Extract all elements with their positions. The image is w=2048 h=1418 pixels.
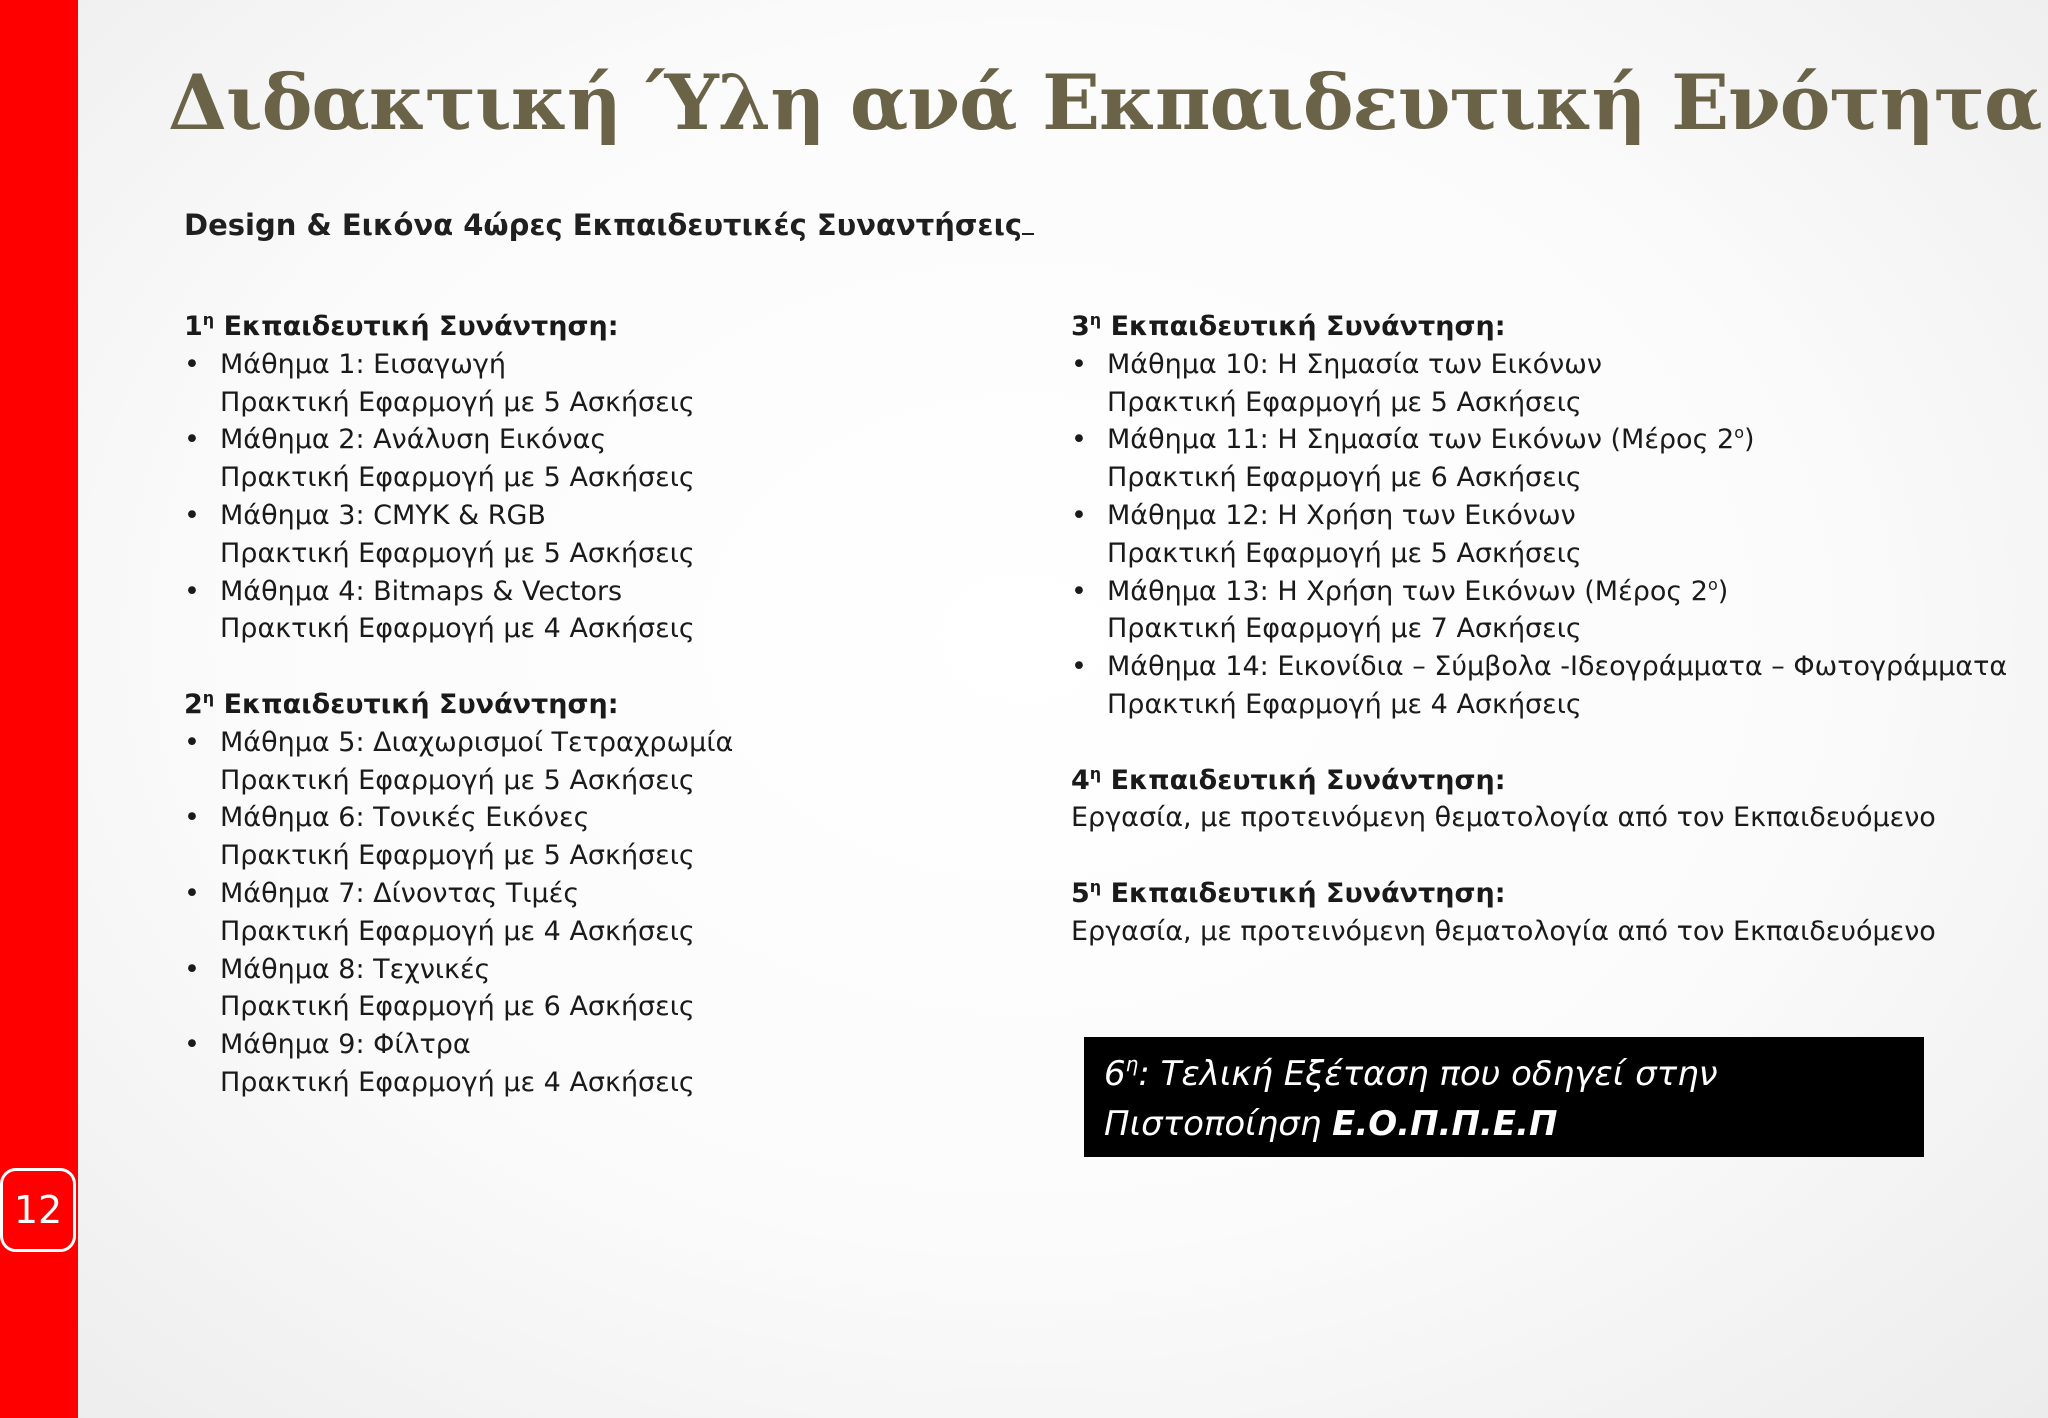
lesson-5-label: Μάθημα 5: Διαχωρισμοί Τετραχρωμία [220,726,734,758]
lesson-9 [184,1026,1044,1064]
lesson-2-label: Μάθημα 2: Ανάλυση Εικόνας [220,424,607,456]
exam-line-2-prefix: Πιστοποίηση [1104,1104,1333,1144]
subtitle-text: Design & Εικόνα 4ώρες Εκπαιδευτικές Συναντήσεις [184,208,1023,242]
lesson-2-practice: Πρακτική Εφαρμογή με 5 Ασκήσεις [220,462,695,494]
spacer [1071,724,2031,762]
exam-line-1 [1104,1049,1904,1099]
exam-line-2 [1104,1099,1904,1149]
lesson-8-label: Μάθημα 8: Τεχνικές [220,953,491,985]
bullet-icon: • [1071,499,1087,531]
bullet-icon: • [184,575,200,607]
bullet-icon: • [1071,575,1087,607]
meeting-2-number: 2 [184,688,203,720]
lesson-7 [184,875,1044,913]
final-exam-box [1084,1037,1924,1157]
meeting-3-title [1071,308,2031,346]
lesson-6-practice: Πρακτική Εφαρμογή με 5 Ασκήσεις [220,840,695,872]
lesson-3 [184,497,1044,535]
lesson-6-label: Μάθημα 6: Τονικές Εικόνες [220,802,590,834]
bullet-icon: • [184,424,200,456]
lesson-12-practice: Πρακτική Εφαρμογή με 5 Ασκήσεις [1107,537,1582,569]
lesson-3-practice: Πρακτική Εφαρμογή με 5 Ασκήσεις [220,537,695,569]
meeting-2-label: Εκπαιδευτική Συνάντηση: [214,688,619,720]
lesson-1-practice: Πρακτική Εφαρμογή με 5 Ασκήσεις [220,386,695,418]
lesson-5-practice: Πρακτική Εφαρμογή με 5 Ασκήσεις [220,764,695,796]
lesson-11-ordinal: ο [1734,423,1744,443]
bullet-icon: • [184,953,200,985]
lesson-13-practice: Πρακτική Εφαρμογή με 7 Ασκήσεις [1107,613,1582,645]
meeting-3-ordinal: η [1089,310,1102,329]
spacer [184,648,1044,686]
lesson-14-label: Μάθημα 14: Εικονίδια – Σύμβολα -Ιδεογράμματα – Φωτογράμματα [1107,651,2008,683]
meeting-5-ordinal: η [1089,876,1102,896]
slide-title: Διδακτική Ύλη ανά Εκπαιδευτική Ενότητα [168,58,2042,147]
meeting-3-label: Εκπαιδευτική Συνάντηση: [1101,311,1506,342]
lesson-7-practice: Πρακτική Εφαρμογή με 4 Ασκήσεις [220,915,695,947]
right-column [1071,308,2031,951]
lesson-14-practice: Πρακτική Εφαρμογή με 4 Ασκήσεις [1107,688,1582,720]
lesson-4 [184,573,1044,611]
lesson-7-label: Μάθημα 7: Δίνοντας Τιμές [220,877,580,909]
bullet-icon: • [1071,424,1087,456]
lesson-13-ordinal: ο [1707,574,1718,594]
meeting-1-label: Εκπαιδευτική Συνάντηση: [214,311,619,342]
meeting-5-text: Εργασία, με προτεινόμενη θεματολογία από τον Εκπαιδευόμενο [1071,915,1936,947]
meeting-3-number: 3 [1071,311,1090,342]
lesson-8 [184,951,1044,989]
meeting-4-number: 4 [1071,764,1090,796]
spacer [1071,837,2031,875]
bullet-icon: • [184,499,200,531]
lesson-1 [184,346,1044,384]
lesson-11 [1071,421,2031,459]
lesson-3-label: Μάθημα 3: CMYK & RGB [220,499,546,531]
lesson-14 [1071,648,2031,686]
lesson-6 [184,799,1044,837]
page-number: 12 [0,1168,76,1252]
lesson-9-practice: Πρακτική Εφαρμογή με 4 Ασκήσεις [220,1066,695,1098]
lesson-11-label: Μάθημα 11: Η Σημασία των Εικόνων (Μέρος 2 [1107,424,1735,456]
bullet-icon: • [184,1029,200,1061]
lesson-4-practice: Πρακτική Εφαρμογή με 4 Ασκήσεις [220,613,695,645]
meeting-2-title [184,686,1044,724]
bullet-icon: • [184,726,200,758]
lesson-8-practice: Πρακτική Εφαρμογή με 6 Ασκήσεις [220,991,695,1023]
exam-ordinal: η [1125,1052,1139,1076]
lesson-13-label: Μάθημα 13: Η Χρήση των Εικόνων (Μέρος 2 [1107,575,1708,607]
slide-subtitle [184,208,1034,242]
meeting-4-ordinal: η [1089,763,1102,783]
lesson-10-label: Μάθημα 10: Η Σημασία των Εικόνων [1107,348,1602,380]
exam-certification-body: Ε.Ο.Π.Π.Ε.Π [1332,1104,1558,1144]
meeting-1-number: 1 [184,311,203,342]
meeting-5-number: 5 [1071,877,1090,909]
subtitle-underscore [1022,209,1034,235]
exam-line-1-text: : Τελική Εξέταση που οδηγεί στην [1138,1054,1718,1094]
meeting-2-ordinal: η [202,687,215,707]
lesson-13 [1071,573,2031,611]
lesson-10-practice: Πρακτική Εφαρμογή με 5 Ασκήσεις [1107,386,1582,418]
meeting-1-ordinal: η [202,310,215,329]
lesson-5 [184,724,1044,762]
meeting-4-label: Εκπαιδευτική Συνάντηση: [1101,764,1506,796]
lesson-12-label: Μάθημα 12: Η Χρήση των Εικόνων [1107,499,1576,531]
meeting-5-label: Εκπαιδευτική Συνάντηση: [1101,877,1506,909]
left-column [184,308,1044,1102]
meeting-4-title [1071,762,2031,800]
meeting-1-title [184,308,1044,346]
lesson-11-label-end: ) [1743,424,1755,456]
lesson-10 [1071,346,2031,384]
lesson-4-label: Μάθημα 4: Bitmaps & Vectors [220,575,623,607]
meeting-5-title [1071,875,2031,913]
bullet-icon: • [184,802,200,834]
bullet-icon: • [184,348,200,380]
bullet-icon: • [1071,348,1087,380]
lesson-9-label: Μάθημα 9: Φίλτρα [220,1029,471,1061]
lesson-1-label: Μάθημα 1: Εισαγωγή [220,348,506,380]
exam-number: 6 [1104,1054,1126,1094]
meeting-4-text: Εργασία, με προτεινόμενη θεματολογία από τον Εκπαιδευόμενο [1071,802,1936,834]
bullet-icon: • [1071,651,1087,683]
lesson-11-practice: Πρακτική Εφαρμογή με 6 Ασκήσεις [1107,462,1582,494]
lesson-2 [184,421,1044,459]
bullet-icon: • [184,877,200,909]
lesson-12 [1071,497,2031,535]
lesson-13-label-end: ) [1717,575,1729,607]
